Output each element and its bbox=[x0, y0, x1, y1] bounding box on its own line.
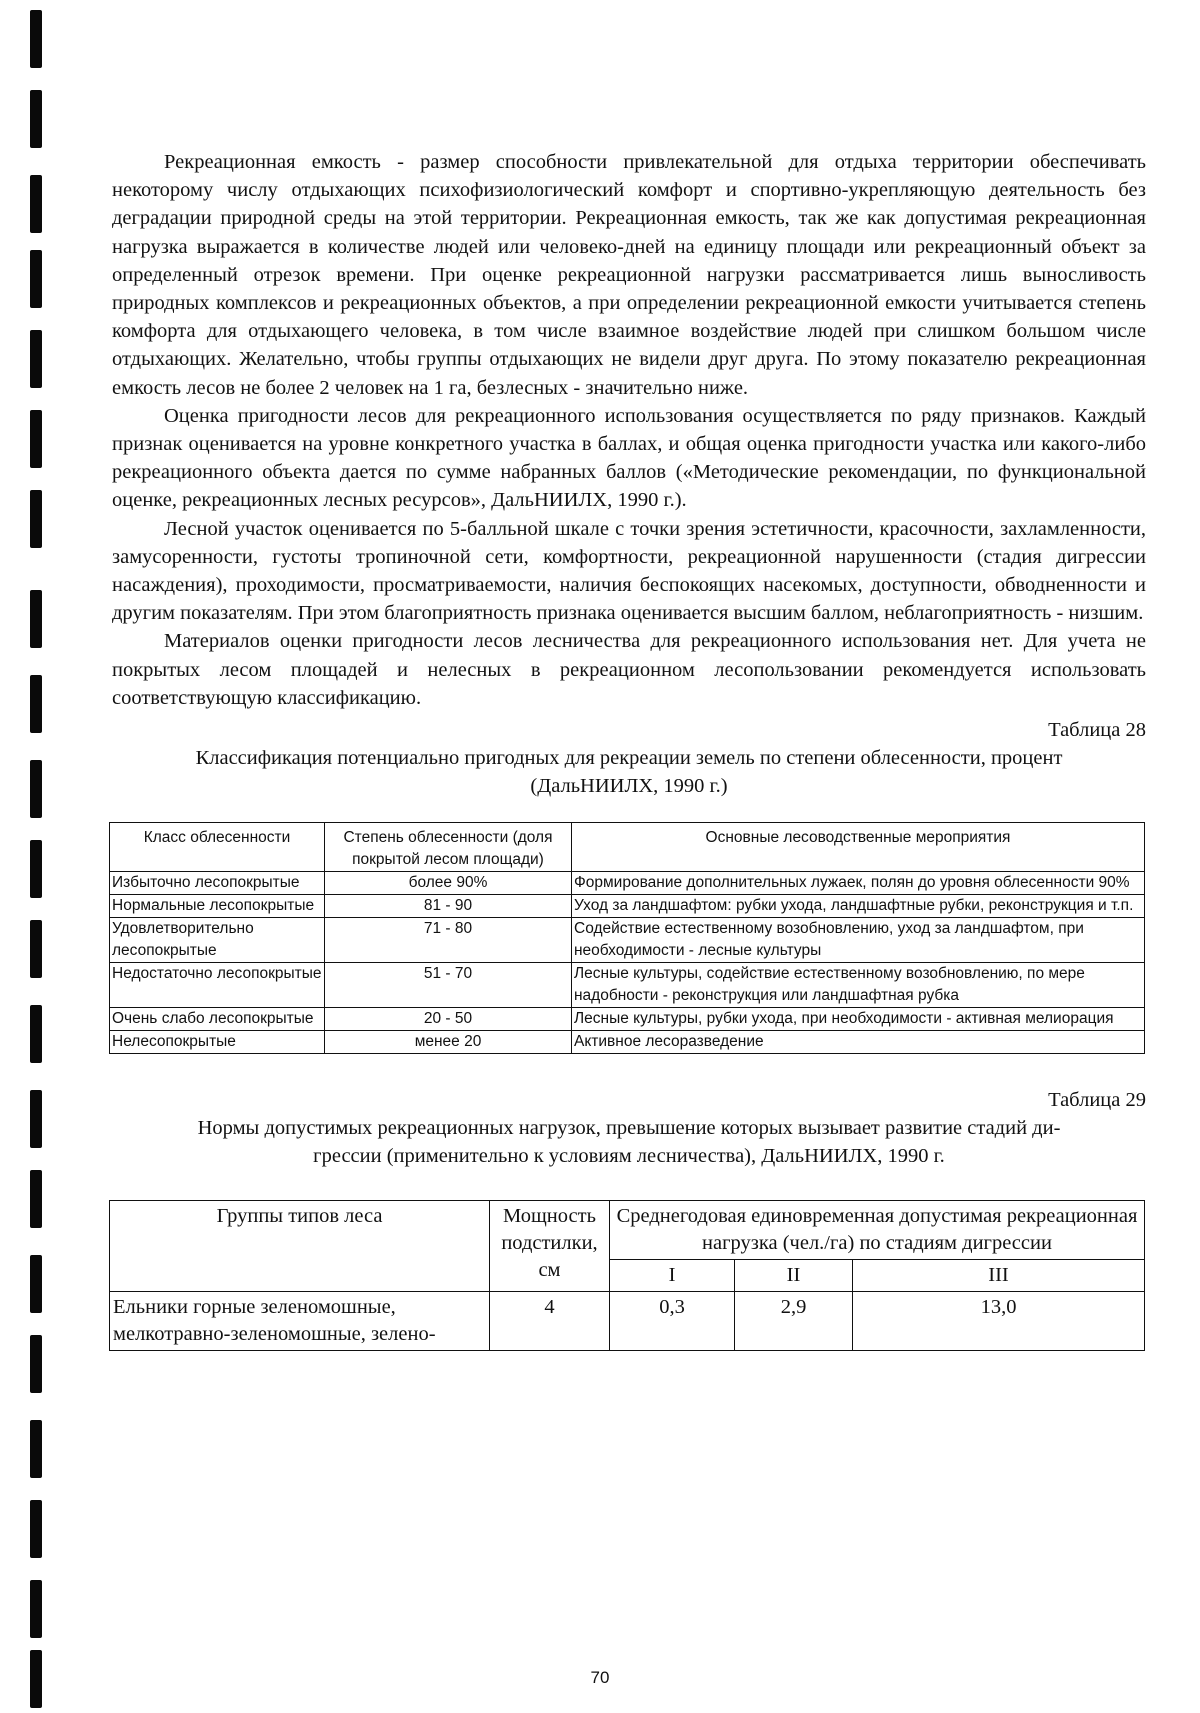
table29-header-stage-1: I bbox=[610, 1260, 735, 1292]
table28-title-line2: (ДальНИИЛХ, 1990 г.) bbox=[530, 775, 728, 798]
table29-cell-stage-2: 2,9 bbox=[735, 1292, 853, 1351]
table29-cell-litter: 4 bbox=[490, 1292, 610, 1351]
table28-cell-degree: более 90% bbox=[325, 872, 572, 895]
table28-header-class: Класс облесенности bbox=[110, 823, 325, 872]
table28-cell-degree: 81 - 90 bbox=[325, 895, 572, 918]
table-row bbox=[110, 963, 1145, 1008]
table28-cell-measures: Формирование дополнительных лужаек, полян до уровня облесенности 90% bbox=[572, 872, 1145, 895]
table29-title-line1: Нормы допустимых рекреационных нагрузок, превышение которых вызывает развитие стадий ди- bbox=[197, 1117, 1061, 1140]
table29-header-group: Группы типов леса bbox=[110, 1201, 490, 1292]
binder-holes bbox=[30, 0, 46, 1713]
table28-cell-degree: менее 20 bbox=[325, 1031, 572, 1054]
table28-cell-measures: Лесные культуры, содействие естественному возобновлению, по мере надобности - реконструкция или ландшафтная рубка bbox=[572, 963, 1145, 1008]
document-page bbox=[112, 148, 1146, 1351]
page-number: 70 bbox=[590, 1668, 610, 1687]
table-row bbox=[110, 1292, 1145, 1351]
table29-header-load: Среднегодовая единовременная допустимая рекреационная нагрузка (чел./га) по стадиям дигрессии bbox=[610, 1201, 1145, 1260]
table29-cell-stage-3: 13,0 bbox=[853, 1292, 1145, 1351]
table28-cell-degree: 71 - 80 bbox=[325, 918, 572, 963]
table28-cell-class: Нелесопокрытые bbox=[110, 1031, 325, 1054]
table28-cell-degree: 51 - 70 bbox=[325, 963, 572, 1008]
paragraph-no-materials: Материалов оценки пригодности лесов лесничества для рекреационного использования нет. Для учета не покрытых лесом площадей и нелесных в рекреационном лесопользовании рекомендуется использовать соответствующую классификацию. bbox=[112, 630, 1146, 709]
table28-title-line1: Классификация потенциально пригодных для рекреации земель по степени облесенности, процент bbox=[195, 747, 1063, 770]
table28-cell-measures: Содействие естественному возобновлению, уход за ландшафтом, при необходимости - лесные культуры bbox=[572, 918, 1145, 963]
table29-header-row bbox=[110, 1201, 1145, 1260]
paragraph-recreational-capacity: Рекреационная емкость - размер способности привлекательной для отдыха территории обеспечивать некоторому числу отдыхающих психофизиологический комфорт и спортивно-укрепляющую деятельность без деградации природной среды на этой территории. Рекреационная емкость, так же как допустимая рекреационная нагрузка выражается в количестве людей или человеко-дней на единицу площади или рекреационный объект за определенный отрезок времени. При оценке рекреационной нагрузки рассматривается лишь выносливость природных комплексов и рекреационных объектов, а при определении рекреационной емкости учитывается степень комфорта для отдыхающего человека, в том числе взаимное воздействие людей при слишком большом числе отдыхающих. Желательно, чтобы группы отдыхающих не видели друг друга. По этому показателю рекреационная емкость лесов не более 2 человек на 1 га, безлесных - значительно ниже. bbox=[112, 151, 1146, 399]
table28 bbox=[109, 822, 1145, 1054]
table28-cell-measures: Уход за ландшафтом: рубки ухода, ландшафтные рубки, реконструкция и т.п. bbox=[572, 895, 1145, 918]
table28-cell-measures: Активное лесоразведение bbox=[572, 1031, 1145, 1054]
table-row bbox=[110, 895, 1145, 918]
table28-header-row bbox=[110, 823, 1145, 872]
table28-cell-class: Очень слабо лесопокрытые bbox=[110, 1008, 325, 1031]
table29-title-line2: грессии (применительно к условиям лесничества), ДальНИИЛХ, 1990 г. bbox=[313, 1145, 945, 1168]
table29 bbox=[109, 1200, 1145, 1351]
table28-cell-measures: Лесные культуры, рубки ухода, при необходимости - активная мелиорация bbox=[572, 1008, 1145, 1031]
table29-cell-stage-1: 0,3 bbox=[610, 1292, 735, 1351]
table-row bbox=[110, 1031, 1145, 1054]
table29-number: Таблица 29 bbox=[1048, 1089, 1146, 1112]
table-row bbox=[110, 872, 1145, 895]
table28-header-measures: Основные лесоводственные мероприятия bbox=[572, 823, 1145, 872]
table28-cell-degree: 20 - 50 bbox=[325, 1008, 572, 1031]
table29-header-stage-3: III bbox=[853, 1260, 1145, 1292]
paragraph-five-point-scale: Лесной участок оценивается по 5-балльной шкале с точки зрения эстетичности, красочности, захламленности, замусоренности, густоты тропиночной сети, комфортности, рекреационной нарушенности (стадия дигрессии насаждения), проходимости, просматриваемости, наличия беспокоящих насекомых, доступности, обводненности и другим показателям. При этом благоприятность признака оценивается высшим баллом, неблагоприятность - низшим. bbox=[112, 517, 1146, 625]
table28-number: Таблица 28 bbox=[1048, 719, 1146, 742]
table29-cell-group: Ельники горные зеленомошные, мелкотравно-зеленомошные, зелено- bbox=[110, 1292, 490, 1351]
table28-header-degree: Степень облесенности (доля покрытой лесом площади) bbox=[325, 823, 572, 872]
table28-cell-class: Избыточно лесопокрытые bbox=[110, 872, 325, 895]
table28-cell-class: Нормальные лесопокрытые bbox=[110, 895, 325, 918]
table-row bbox=[110, 918, 1145, 963]
table29-header-stage-2: II bbox=[735, 1260, 853, 1292]
table28-cell-class: Удовлетворительно лесопокрытые bbox=[110, 918, 325, 963]
table-row bbox=[110, 1008, 1145, 1031]
table28-cell-class: Недостаточно лесопокрытые bbox=[110, 963, 325, 1008]
table29-header-litter: Мощность подстилки, см bbox=[490, 1201, 610, 1292]
paragraph-suitability-assessment: Оценка пригодности лесов для рекреационного использования осуществляется по ряду признаков. Каждый признак оценивается на уровне конкретного участка в баллах, и общая оценка пригодности участка или какого-либо рекреационного объекта дается по сумме набранных баллов («Методические рекомендации, по функциональной оценке, рекреационных лесных ресурсов», ДальНИИЛХ, 1990 г.). bbox=[112, 404, 1146, 512]
